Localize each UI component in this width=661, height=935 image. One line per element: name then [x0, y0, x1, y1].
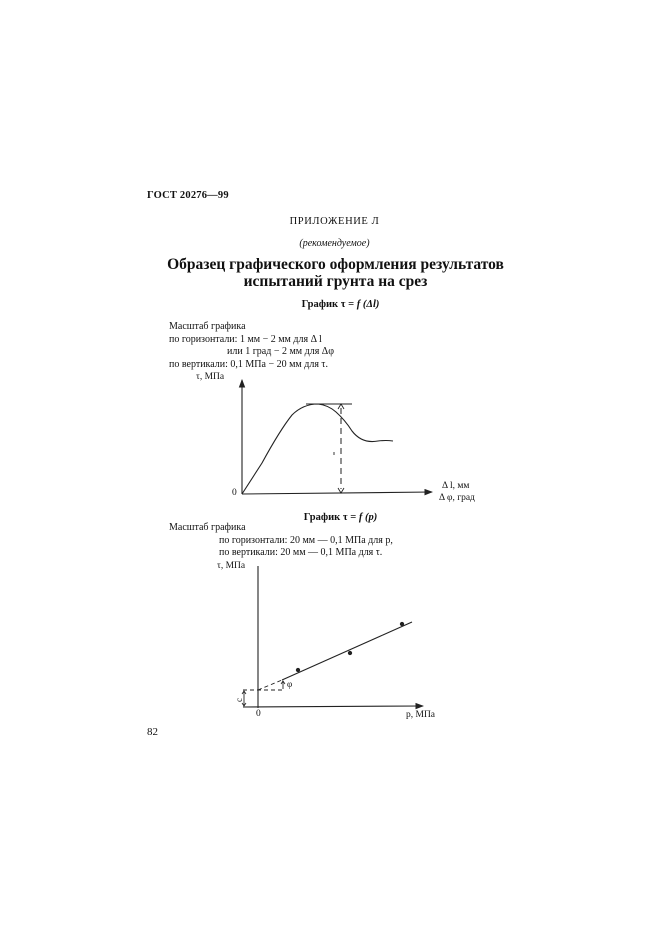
chart1-origin: 0: [232, 488, 237, 498]
chart2-x-axis: [243, 706, 423, 707]
chart2-intercept-label: c: [234, 698, 244, 702]
chart2-scale-vertical: по вертикали: 20 мм — 0,1 МПа для τ.: [219, 547, 383, 558]
chart1-x-axis: [242, 492, 432, 494]
chart1-plot: [242, 380, 432, 494]
chart2-data-point: [400, 622, 403, 625]
chart2-y-label: τ, МПа: [217, 561, 246, 571]
chart2-scale-horizontal: по горизонтали: 20 мм — 0,1 МПа для p,: [219, 534, 393, 546]
chart2-origin: 0: [256, 709, 261, 719]
chart2-caption-func: f (p): [358, 512, 378, 523]
chart2-data-point: [348, 651, 351, 654]
chart2-plot: [242, 566, 423, 708]
chart1-caption-func: f (Δl): [356, 299, 380, 310]
appendix-label: ПРИЛОЖЕНИЕ Л: [289, 216, 380, 227]
page-number: 82: [147, 726, 158, 738]
title-line-2: испытаний грунта на срез: [243, 273, 428, 290]
chart1-scale-heading: Масштаб графика: [169, 321, 246, 332]
chart2-x-label: p, МПа: [406, 710, 436, 720]
chart2-data-point: [296, 668, 299, 671]
chart1-scale-horizontal-alt: или 1 град − 2 мм для Δφ: [227, 346, 334, 357]
chart2-caption-prefix: График τ =: [303, 512, 359, 523]
chart1-x-label-2: Δ φ, град: [439, 493, 475, 503]
chart2-fit-extrapolation: [258, 680, 282, 690]
appendix-status: (рекомендуемое): [299, 238, 370, 249]
chart2-angle-label: φ: [287, 679, 293, 689]
chart2-scale-heading: Масштаб графика: [169, 522, 246, 533]
chart1-scale-vertical: по вертикали: 0,1 МПа − 20 мм для τ.: [169, 358, 328, 370]
standard-number: ГОСТ 20276—99: [147, 190, 229, 201]
chart1-scale-horizontal: по горизонтали: 1 мм − 2 мм для Δ l: [169, 333, 322, 345]
chart1-curve: [242, 404, 393, 494]
chart1-x-label-1: Δ l, мм: [442, 481, 470, 491]
chart1-caption-prefix: График τ =: [301, 299, 357, 310]
chart1-y-label: τ, МПа: [196, 372, 225, 382]
title-line-1: Образец графического оформления результатов: [167, 256, 504, 273]
chart2-fit-line: [282, 622, 412, 680]
